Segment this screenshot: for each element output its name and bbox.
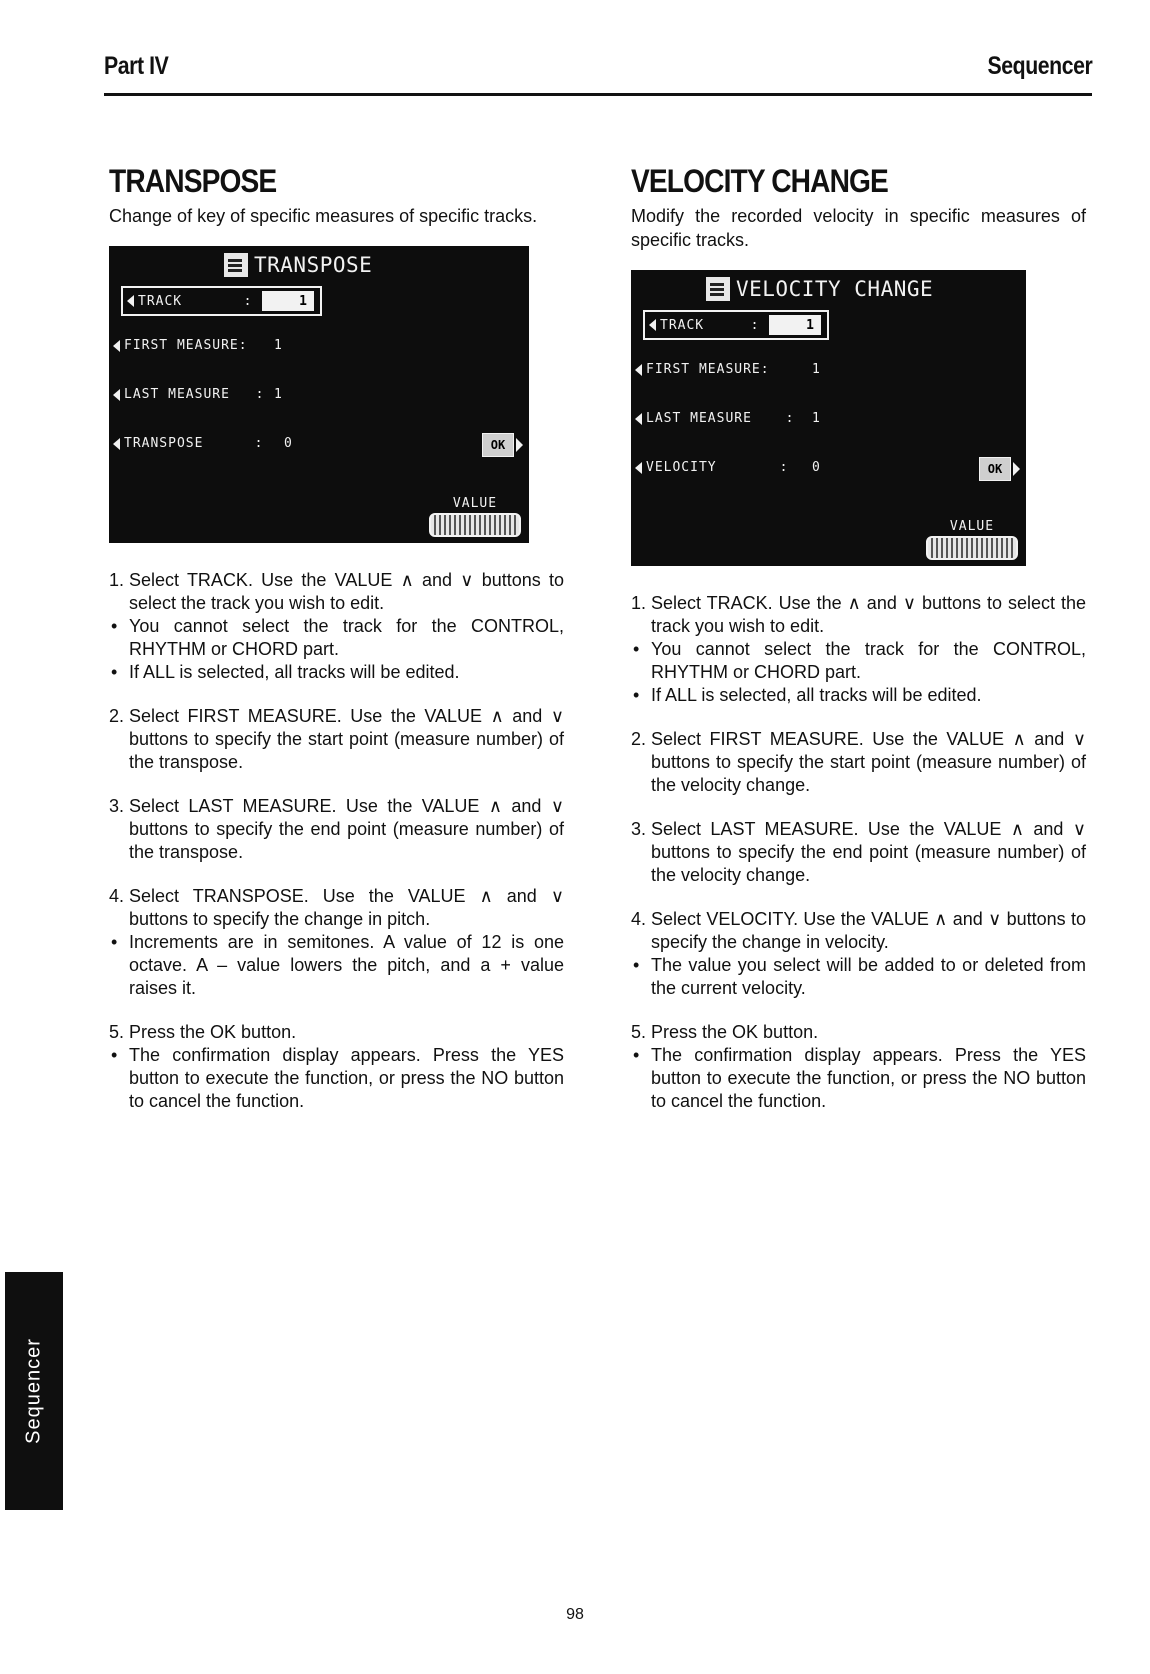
value-slider-icon[interactable] [429,513,521,537]
bullet-icon: • [111,616,118,636]
header-rule [104,93,1092,96]
step-2 [109,705,564,774]
step-5 [109,1021,564,1113]
left-arrow-icon [113,340,120,352]
ok-button[interactable] [482,433,523,457]
step-line [631,1021,1086,1044]
velocity-column [631,160,1086,1134]
step-number: 5. [109,1022,125,1042]
bullet-item [109,1044,564,1113]
step-number: 1. [109,570,125,590]
right-arrow-icon [516,438,523,452]
value-control[interactable] [926,519,1018,560]
bullet-item [109,615,564,661]
bullet-icon: • [633,639,640,659]
transpose-steps [109,569,564,1113]
left-arrow-icon [113,389,120,401]
velocity-screen-title-text: VELOCITY CHANGE [736,277,934,301]
step-1 [109,569,564,684]
left-arrow-icon [635,413,642,425]
step-number: 2. [631,729,647,749]
left-arrow-icon [635,364,642,376]
bullet-icon: • [111,932,118,952]
bullet-item [631,638,1086,684]
step-number: 2. [109,706,125,726]
velocity-track-row[interactable] [643,310,829,340]
bullet-text: If ALL is selected, all tracks will be edited. [129,662,460,682]
step-text: Select LAST MEASURE. Use the VALUE ∧ and ∨ buttons to specify the end point (measure number) of the velocity change. [651,819,1086,885]
step-line [109,569,564,615]
track-label: TRACK [138,293,183,309]
track-value: 1 [769,315,821,335]
transpose-colon: : [254,436,264,451]
step-text: Select FIRST MEASURE. Use the VALUE ∧ and ∨ buttons to specify the start point (measure number) of the transpose. [129,706,564,772]
left-arrow-icon [127,295,134,307]
velocity-screen-title [706,277,933,301]
step-line [109,885,564,931]
bullet-text: You cannot select the track for the CONTROL, RHYTHM or CHORD part. [651,639,1086,682]
velocity-first-measure-row[interactable] [635,362,832,377]
step-2 [631,728,1086,797]
step-text: Select TRANSPOSE. Use the VALUE ∧ and ∨ buttons to specify the change in pitch. [129,886,564,929]
track-value: 1 [262,291,314,311]
step-4 [109,885,564,1000]
track-colon: : [243,293,253,309]
transpose-intro: Change of key of specific measures of specific tracks. [109,206,538,226]
transpose-icon [224,253,248,277]
transpose-first-measure-row[interactable] [113,338,294,353]
step-1 [631,592,1086,707]
bullet-icon: • [111,662,118,682]
transpose-screen-title-text: TRANSPOSE [254,253,373,277]
first-measure-value: 1 [812,362,821,377]
page-number: 98 [566,1606,584,1623]
bullet-icon: • [111,1045,118,1065]
step-4 [631,908,1086,1000]
transpose-label: TRANSPOSE [124,436,204,451]
velocity-amount-row[interactable] [635,460,832,475]
bullet-icon: • [633,955,640,975]
step-text: Press the OK button. [651,1022,819,1042]
velocity-colon: : [779,460,789,475]
step-line [631,592,1086,638]
velocity-steps [631,592,1086,1113]
step-text: Press the OK button. [129,1022,297,1042]
ok-label: OK [979,457,1011,481]
last-measure-value: 1 [274,387,283,402]
velocity-title: VELOCITY CHANGE [631,163,888,199]
velocity-screen [631,270,1026,566]
step-text: Select VELOCITY. Use the VALUE ∧ and ∨ buttons to specify the change in velocity. [651,909,1086,952]
bullet-text: The confirmation display appears. Press the YES button to execute the function, or press the NO button to cancel the function. [651,1045,1086,1111]
left-arrow-icon [635,462,642,474]
bullet-item [109,931,564,1000]
step-number: 4. [631,909,647,929]
step-number: 3. [631,819,647,839]
track-label: TRACK [660,317,705,333]
transpose-amount-row[interactable] [113,436,304,451]
right-arrow-icon [1013,462,1020,476]
step-text: Select FIRST MEASURE. Use the VALUE ∧ and ∨ buttons to specify the start point (measure number) of the velocity change. [651,729,1086,795]
left-arrow-icon [113,438,120,450]
step-line [109,1021,564,1044]
bullet-icon: • [633,685,640,705]
velocity-icon [706,277,730,301]
step-number: 1. [631,593,647,613]
velocity-last-measure-row[interactable] [635,411,832,426]
header-section: Sequencer [987,52,1092,80]
header-part: Part IV [104,52,169,80]
bullet-item [109,661,564,684]
transpose-screen [109,246,529,543]
side-tab-label: Sequencer [22,1338,45,1444]
track-colon: : [750,317,760,333]
first-measure-value: 1 [274,338,283,353]
bullet-text: Increments are in semitones. A value of 12 is one octave. A – value lowers the pitch, and a + value raises it. [129,932,564,998]
transpose-screen-title [224,253,372,277]
step-number: 5. [631,1022,647,1042]
transpose-title: TRANSPOSE [109,163,277,199]
step-line [109,795,564,864]
first-measure-label: FIRST MEASURE: [646,362,770,377]
bullet-text: If ALL is selected, all tracks will be edited. [651,685,982,705]
bullet-item [631,954,1086,1000]
ok-label: OK [482,433,514,457]
step-number: 3. [109,796,125,816]
step-line [631,908,1086,954]
step-text: Select LAST MEASURE. Use the VALUE ∧ and ∨ buttons to specify the end point (measure number) of the transpose. [129,796,564,862]
step-text: Select TRACK. Use the ∧ and ∨ buttons to select the track you wish to edit. [651,593,1086,636]
velocity-value: 0 [812,460,821,475]
bullet-item [631,1044,1086,1113]
ok-button[interactable] [979,457,1020,481]
bullet-item [631,684,1086,707]
left-arrow-icon [649,319,656,331]
transpose-value: 0 [284,436,293,451]
velocity-label: VELOCITY [646,460,717,475]
bullet-text: You cannot select the track for the CONTROL, RHYTHM or CHORD part. [129,616,564,659]
velocity-intro: Modify the recorded velocity in specific measures of specific tracks. [631,206,1086,250]
last-measure-colon: : [785,411,795,426]
value-label: VALUE [949,519,995,534]
step-number: 4. [109,886,125,906]
bullet-icon: • [633,1045,640,1065]
transpose-column [109,160,564,1134]
value-control[interactable] [429,496,521,537]
last-measure-label: LAST MEASURE [124,387,230,402]
value-label: VALUE [452,496,498,511]
step-line [631,728,1086,797]
step-3 [631,818,1086,887]
transpose-track-row[interactable] [121,286,322,316]
bullet-text: The value you select will be added to or deleted from the current velocity. [651,955,1086,998]
value-slider-icon[interactable] [926,536,1018,560]
transpose-last-measure-row[interactable] [113,387,294,402]
last-measure-value: 1 [812,411,821,426]
first-measure-label: FIRST MEASURE: [124,338,248,353]
last-measure-colon: : [255,387,265,402]
step-3 [109,795,564,864]
side-tab [5,1272,63,1510]
step-5 [631,1021,1086,1113]
last-measure-label: LAST MEASURE [646,411,752,426]
step-line [109,705,564,774]
bullet-text: The confirmation display appears. Press the YES button to execute the function, or press the NO button to cancel the function. [129,1045,564,1111]
step-text: Select TRACK. Use the VALUE ∧ and ∨ buttons to select the track you wish to edit. [129,570,564,613]
step-line [631,818,1086,887]
